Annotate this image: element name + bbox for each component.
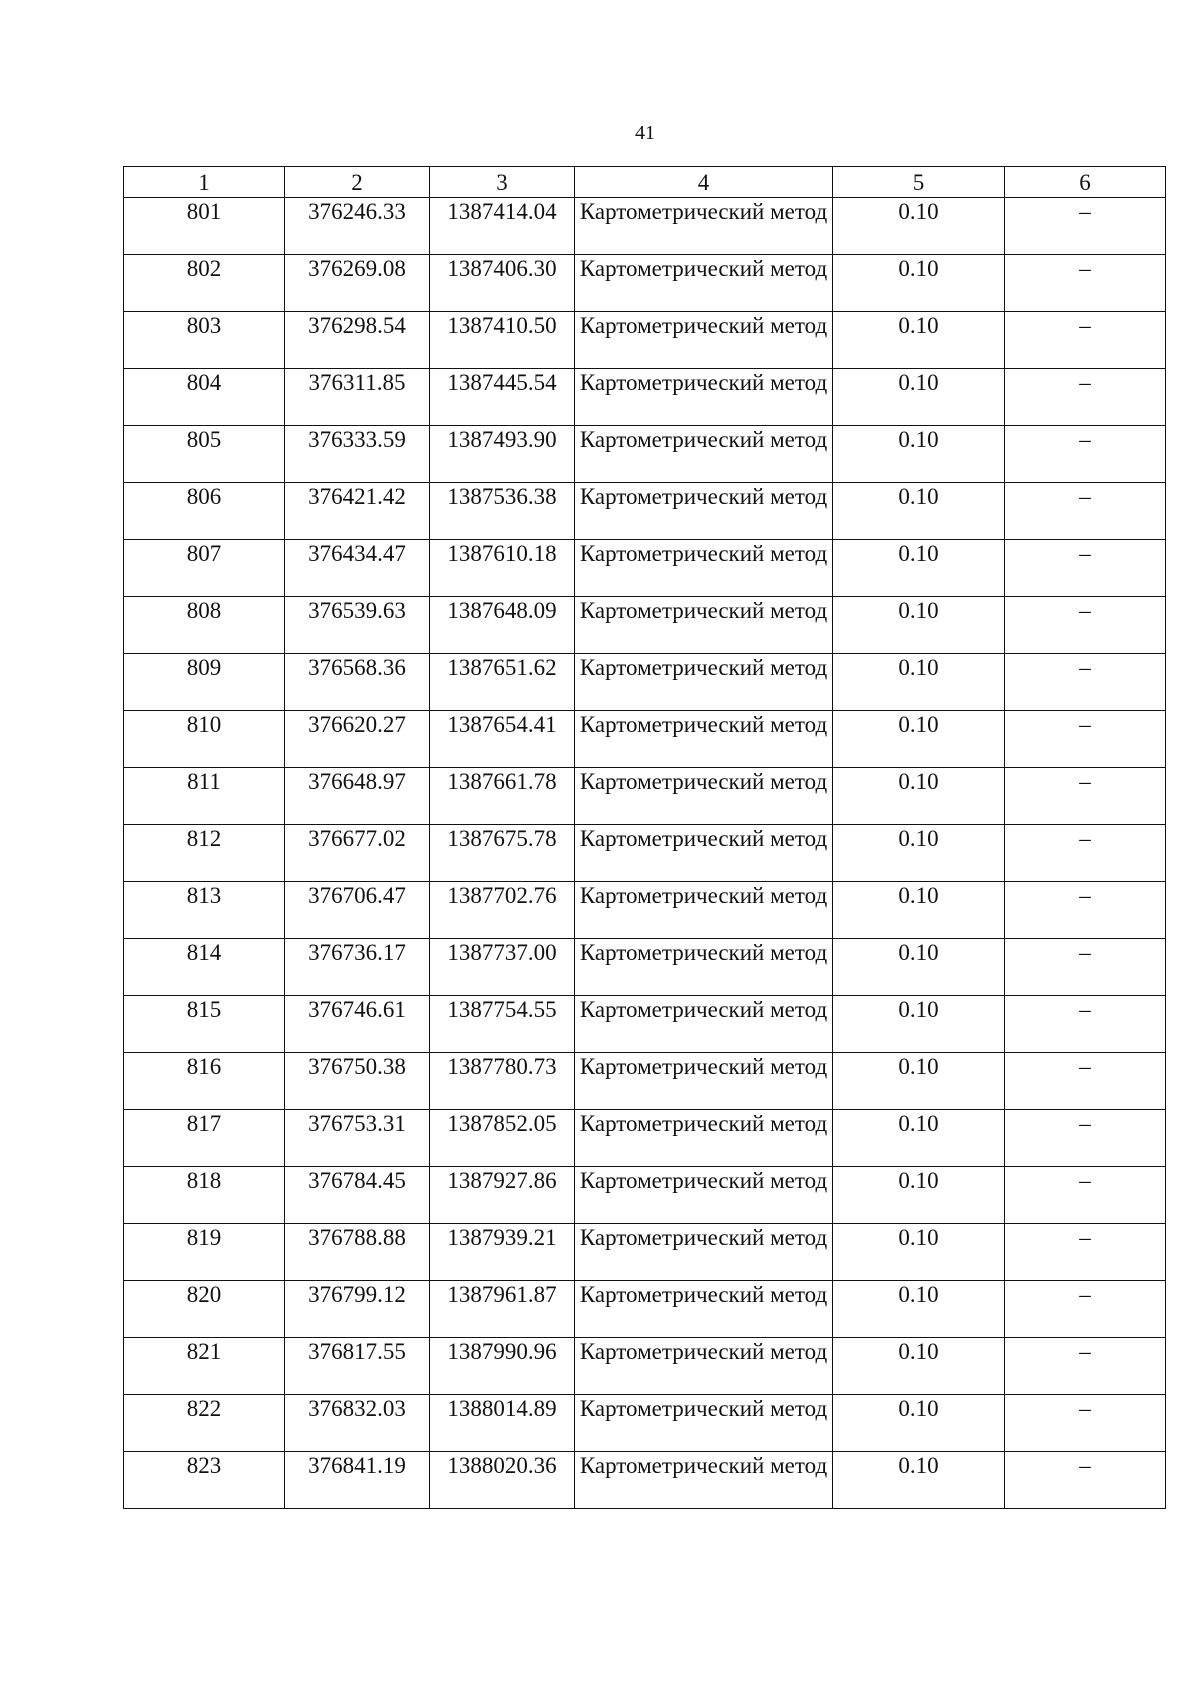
y-coordinate-cell: 1387852.05 — [430, 1110, 575, 1167]
x-coordinate-cell: 376246.33 — [285, 198, 430, 255]
accuracy-cell: 0.10 — [833, 711, 1005, 768]
note-cell: – — [1005, 483, 1166, 540]
table-row — [124, 255, 1166, 312]
point-number-cell: 804 — [124, 369, 285, 426]
x-coordinate-cell: 376753.31 — [285, 1110, 430, 1167]
note-cell: – — [1005, 939, 1166, 996]
x-coordinate-cell: 376269.08 — [285, 255, 430, 312]
table-row — [124, 1395, 1166, 1452]
accuracy-cell: 0.10 — [833, 426, 1005, 483]
x-coordinate-cell: 376706.47 — [285, 882, 430, 939]
note-cell: – — [1005, 1110, 1166, 1167]
y-coordinate-cell: 1387406.30 — [430, 255, 575, 312]
accuracy-cell: 0.10 — [833, 768, 1005, 825]
y-coordinate-cell: 1387990.96 — [430, 1338, 575, 1395]
column-header: 5 — [833, 167, 1005, 198]
y-coordinate-cell: 1387737.00 — [430, 939, 575, 996]
y-coordinate-cell: 1387648.09 — [430, 597, 575, 654]
y-coordinate-cell: 1388014.89 — [430, 1395, 575, 1452]
note-cell: – — [1005, 255, 1166, 312]
y-coordinate-cell: 1387661.78 — [430, 768, 575, 825]
y-coordinate-cell: 1387654.41 — [430, 711, 575, 768]
x-coordinate-cell: 376648.97 — [285, 768, 430, 825]
method-cell: Картометрический метод — [575, 1053, 833, 1110]
table-row — [124, 1224, 1166, 1281]
point-number-cell: 803 — [124, 312, 285, 369]
x-coordinate-cell: 376799.12 — [285, 1281, 430, 1338]
accuracy-cell: 0.10 — [833, 1110, 1005, 1167]
point-number-cell: 813 — [124, 882, 285, 939]
x-coordinate-cell: 376817.55 — [285, 1338, 430, 1395]
point-number-cell: 820 — [124, 1281, 285, 1338]
note-cell: – — [1005, 882, 1166, 939]
y-coordinate-cell: 1387754.55 — [430, 996, 575, 1053]
method-cell: Картометрический метод — [575, 768, 833, 825]
table-row — [124, 882, 1166, 939]
note-cell: – — [1005, 1452, 1166, 1509]
accuracy-cell: 0.10 — [833, 1338, 1005, 1395]
column-header: 1 — [124, 167, 285, 198]
accuracy-cell: 0.10 — [833, 1452, 1005, 1509]
method-cell: Картометрический метод — [575, 1110, 833, 1167]
note-cell: – — [1005, 711, 1166, 768]
point-number-cell: 802 — [124, 255, 285, 312]
table-row — [124, 711, 1166, 768]
note-cell: – — [1005, 198, 1166, 255]
note-cell: – — [1005, 1338, 1166, 1395]
method-cell: Картометрический метод — [575, 996, 833, 1053]
column-header: 6 — [1005, 167, 1166, 198]
x-coordinate-cell: 376750.38 — [285, 1053, 430, 1110]
method-cell: Картометрический метод — [575, 255, 833, 312]
table-row — [124, 198, 1166, 255]
accuracy-cell: 0.10 — [833, 654, 1005, 711]
table-row — [124, 825, 1166, 882]
point-number-cell: 806 — [124, 483, 285, 540]
y-coordinate-cell: 1387651.62 — [430, 654, 575, 711]
accuracy-cell: 0.10 — [833, 540, 1005, 597]
accuracy-cell: 0.10 — [833, 312, 1005, 369]
note-cell: – — [1005, 1167, 1166, 1224]
note-cell: – — [1005, 654, 1166, 711]
method-cell: Картометрический метод — [575, 1167, 833, 1224]
table-header-row — [124, 167, 1166, 198]
x-coordinate-cell: 376311.85 — [285, 369, 430, 426]
note-cell: – — [1005, 540, 1166, 597]
accuracy-cell: 0.10 — [833, 939, 1005, 996]
table-row — [124, 1452, 1166, 1509]
table-row — [124, 768, 1166, 825]
table-row — [124, 1167, 1166, 1224]
y-coordinate-cell: 1387536.38 — [430, 483, 575, 540]
point-number-cell: 822 — [124, 1395, 285, 1452]
y-coordinate-cell: 1387927.86 — [430, 1167, 575, 1224]
accuracy-cell: 0.10 — [833, 996, 1005, 1053]
method-cell: Картометрический метод — [575, 654, 833, 711]
method-cell: Картометрический метод — [575, 1281, 833, 1338]
x-coordinate-cell: 376421.42 — [285, 483, 430, 540]
method-cell: Картометрический метод — [575, 711, 833, 768]
table-row — [124, 1281, 1166, 1338]
point-number-cell: 815 — [124, 996, 285, 1053]
point-number-cell: 809 — [124, 654, 285, 711]
table-row — [124, 1110, 1166, 1167]
accuracy-cell: 0.10 — [833, 1053, 1005, 1110]
y-coordinate-cell: 1387610.18 — [430, 540, 575, 597]
note-cell: – — [1005, 1053, 1166, 1110]
point-number-cell: 810 — [124, 711, 285, 768]
table-row — [124, 369, 1166, 426]
table-row — [124, 654, 1166, 711]
column-header: 2 — [285, 167, 430, 198]
page-number: 41 — [635, 122, 655, 144]
note-cell: – — [1005, 996, 1166, 1053]
x-coordinate-cell: 376333.59 — [285, 426, 430, 483]
accuracy-cell: 0.10 — [833, 369, 1005, 426]
method-cell: Картометрический метод — [575, 882, 833, 939]
point-number-cell: 805 — [124, 426, 285, 483]
method-cell: Картометрический метод — [575, 1395, 833, 1452]
point-number-cell: 818 — [124, 1167, 285, 1224]
x-coordinate-cell: 376539.63 — [285, 597, 430, 654]
x-coordinate-cell: 376736.17 — [285, 939, 430, 996]
y-coordinate-cell: 1387780.73 — [430, 1053, 575, 1110]
table-row — [124, 597, 1166, 654]
note-cell: – — [1005, 1281, 1166, 1338]
y-coordinate-cell: 1387493.90 — [430, 426, 575, 483]
accuracy-cell: 0.10 — [833, 825, 1005, 882]
note-cell: – — [1005, 426, 1166, 483]
method-cell: Картометрический метод — [575, 198, 833, 255]
note-cell: – — [1005, 768, 1166, 825]
method-cell: Картометрический метод — [575, 825, 833, 882]
table-row — [124, 483, 1166, 540]
x-coordinate-cell: 376620.27 — [285, 711, 430, 768]
note-cell: – — [1005, 312, 1166, 369]
method-cell: Картометрический метод — [575, 1224, 833, 1281]
table-row — [124, 1053, 1166, 1110]
y-coordinate-cell: 1387445.54 — [430, 369, 575, 426]
method-cell: Картометрический метод — [575, 939, 833, 996]
method-cell: Картометрический метод — [575, 369, 833, 426]
x-coordinate-cell: 376677.02 — [285, 825, 430, 882]
method-cell: Картометрический метод — [575, 426, 833, 483]
accuracy-cell: 0.10 — [833, 1281, 1005, 1338]
accuracy-cell: 0.10 — [833, 1395, 1005, 1452]
point-number-cell: 823 — [124, 1452, 285, 1509]
x-coordinate-cell: 376746.61 — [285, 996, 430, 1053]
x-coordinate-cell: 376568.36 — [285, 654, 430, 711]
y-coordinate-cell: 1387939.21 — [430, 1224, 575, 1281]
note-cell: – — [1005, 1395, 1166, 1452]
table-row — [124, 1338, 1166, 1395]
y-coordinate-cell: 1388020.36 — [430, 1452, 575, 1509]
accuracy-cell: 0.10 — [833, 597, 1005, 654]
accuracy-cell: 0.10 — [833, 198, 1005, 255]
accuracy-cell: 0.10 — [833, 1224, 1005, 1281]
y-coordinate-cell: 1387961.87 — [430, 1281, 575, 1338]
note-cell: – — [1005, 825, 1166, 882]
table-row — [124, 426, 1166, 483]
method-cell: Картометрический метод — [575, 312, 833, 369]
note-cell: – — [1005, 597, 1166, 654]
x-coordinate-cell: 376832.03 — [285, 1395, 430, 1452]
point-number-cell: 808 — [124, 597, 285, 654]
note-cell: – — [1005, 369, 1166, 426]
x-coordinate-cell: 376298.54 — [285, 312, 430, 369]
coordinates-table — [123, 166, 1166, 1509]
x-coordinate-cell: 376434.47 — [285, 540, 430, 597]
y-coordinate-cell: 1387675.78 — [430, 825, 575, 882]
point-number-cell: 812 — [124, 825, 285, 882]
point-number-cell: 816 — [124, 1053, 285, 1110]
table-row — [124, 996, 1166, 1053]
table-row — [124, 312, 1166, 369]
y-coordinate-cell: 1387414.04 — [430, 198, 575, 255]
method-cell: Картометрический метод — [575, 597, 833, 654]
x-coordinate-cell: 376841.19 — [285, 1452, 430, 1509]
accuracy-cell: 0.10 — [833, 255, 1005, 312]
method-cell: Картометрический метод — [575, 1452, 833, 1509]
point-number-cell: 819 — [124, 1224, 285, 1281]
table-body — [124, 198, 1166, 1509]
method-cell: Картометрический метод — [575, 540, 833, 597]
point-number-cell: 807 — [124, 540, 285, 597]
y-coordinate-cell: 1387410.50 — [430, 312, 575, 369]
column-header: 3 — [430, 167, 575, 198]
point-number-cell: 821 — [124, 1338, 285, 1395]
point-number-cell: 801 — [124, 198, 285, 255]
accuracy-cell: 0.10 — [833, 882, 1005, 939]
x-coordinate-cell: 376788.88 — [285, 1224, 430, 1281]
point-number-cell: 817 — [124, 1110, 285, 1167]
accuracy-cell: 0.10 — [833, 1167, 1005, 1224]
method-cell: Картометрический метод — [575, 483, 833, 540]
y-coordinate-cell: 1387702.76 — [430, 882, 575, 939]
table-row — [124, 540, 1166, 597]
column-header: 4 — [575, 167, 833, 198]
point-number-cell: 814 — [124, 939, 285, 996]
x-coordinate-cell: 376784.45 — [285, 1167, 430, 1224]
point-number-cell: 811 — [124, 768, 285, 825]
method-cell: Картометрический метод — [575, 1338, 833, 1395]
accuracy-cell: 0.10 — [833, 483, 1005, 540]
table-row — [124, 939, 1166, 996]
note-cell: – — [1005, 1224, 1166, 1281]
